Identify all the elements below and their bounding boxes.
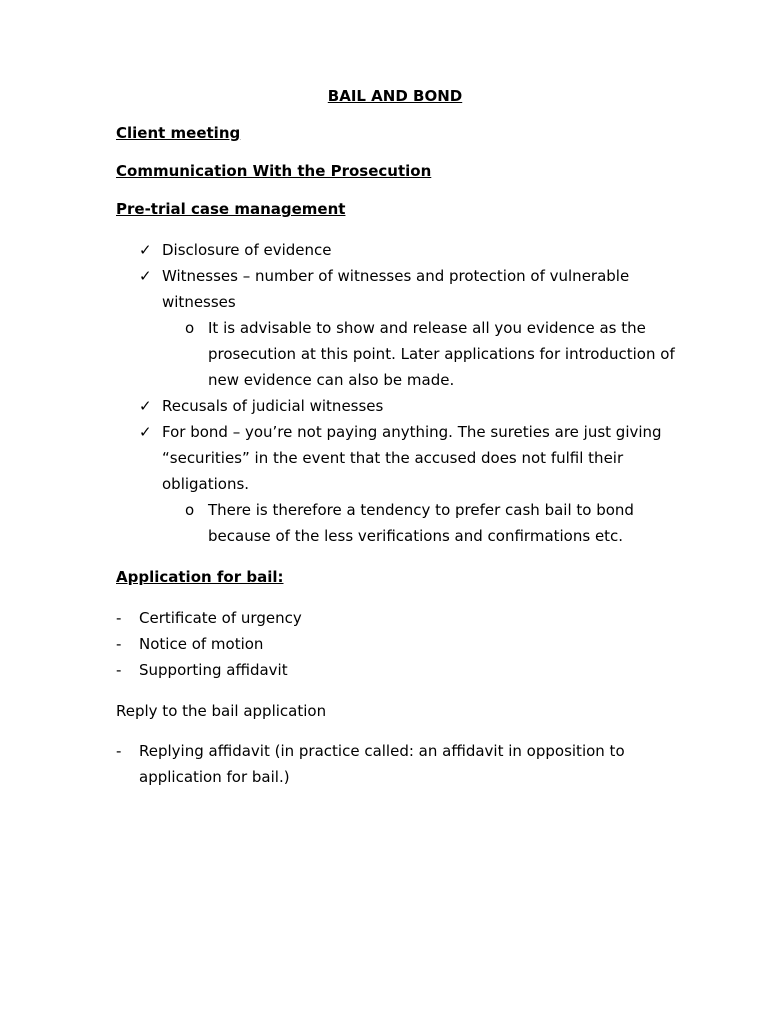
sub-list-item-text: It is advisable to show and release all you evidence as the prosecution at this point. Later applications for introduction of new evidence can also be made. xyxy=(208,319,675,389)
list-item-text: Recusals of judicial witnesses xyxy=(162,397,384,415)
list-item xyxy=(116,631,676,657)
dash-bullet-icon: - xyxy=(116,742,122,760)
dash-bullet-icon: - xyxy=(116,661,122,679)
heading-communication-prosecution: Communication With the Prosecution xyxy=(116,162,432,180)
list-item xyxy=(116,263,676,393)
list-item-text: Disclosure of evidence xyxy=(162,241,332,259)
checkmark-icon: ✓ xyxy=(139,397,152,415)
heading-pretrial-case-management: Pre-trial case management xyxy=(116,200,346,218)
document-page xyxy=(116,86,676,808)
list-item-text: Supporting affidavit xyxy=(139,661,288,679)
application-list xyxy=(116,605,676,683)
checkmark-icon: ✓ xyxy=(139,423,152,441)
circle-bullet-icon: o xyxy=(185,501,195,519)
heading-client-meeting: Client meeting xyxy=(116,124,241,142)
list-item-text: Notice of motion xyxy=(139,635,264,653)
list-item xyxy=(116,605,676,631)
document-title: BAIL AND BOND xyxy=(327,87,463,105)
dash-bullet-icon: - xyxy=(116,609,122,627)
list-item xyxy=(116,419,676,549)
checkmark-icon: ✓ xyxy=(139,267,152,285)
list-item xyxy=(116,657,676,683)
list-item-text: For bond – you’re not paying anything. The sureties are just giving “securities” in the event that the accused does not fulfil their obligations. xyxy=(162,423,662,493)
heading-application-for-bail: Application for bail: xyxy=(116,568,284,586)
list-item-text: Witnesses – number of witnesses and protection of vulnerable witnesses xyxy=(162,267,630,311)
sub-list-item xyxy=(162,497,676,549)
dash-bullet-icon: - xyxy=(116,635,122,653)
list-item xyxy=(116,237,676,263)
sub-list xyxy=(162,315,676,393)
reply-list xyxy=(116,738,676,790)
pretrial-list xyxy=(116,237,676,549)
circle-bullet-icon: o xyxy=(185,319,195,337)
sub-list-item-text: There is therefore a tendency to prefer cash bail to bond because of the less verifications and confirmations etc. xyxy=(208,501,634,545)
sub-list xyxy=(162,497,676,549)
list-item xyxy=(116,393,676,419)
checkmark-icon: ✓ xyxy=(139,241,152,259)
list-item-text: Certificate of urgency xyxy=(139,609,302,627)
list-item-text: Replying affidavit (in practice called: an affidavit in opposition to application for bail.) xyxy=(139,742,625,786)
list-item xyxy=(116,738,676,790)
sub-list-item xyxy=(162,315,676,393)
reply-heading: Reply to the bail application xyxy=(116,702,327,720)
